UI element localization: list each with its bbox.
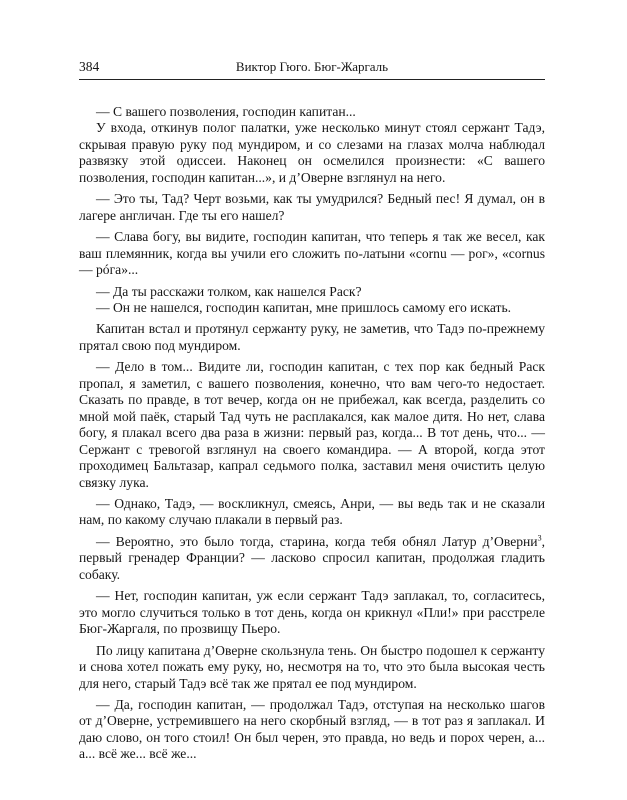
paragraph: — Дело в том... Видите ли, господин капитан, с тех пор как бедный Раск пропал, я заметил, с вашего позволения, конечно, что вам чего-то недостает. Сказать по правде, в тот вечер, когда он не прибежал, как всегда, разделить со мной мой паёк, старый Тад чуть не расплакался, как малое дитя. Но нет, слава богу, я плакал всего два раза в жизни: первый раз, когда... В тот день, что... — Сержант с тревогой взглянул на своего командира. — А второй, когда этот проходимец Бальтазар, капрал седьмого полка, заставил меня очистить целую связку лука. xyxy=(79,359,545,490)
paragraph: По лицу капитана д’Оверне скользнула тень. Он быстро подошел к сержанту и снова хотел пожать ему руку, но, несмотря на то, что это была высокая честь для него, старый Тадэ всё так же прятал ее под мундиром. xyxy=(79,642,545,691)
body-text xyxy=(79,104,545,763)
footnote-marker: 3 xyxy=(537,533,542,543)
paragraph: — С вашего позволения, господин капитан... xyxy=(96,104,356,119)
paragraph xyxy=(79,534,545,583)
paragraph: — Да, господин капитан, — продолжал Тадэ, отступая на несколько шагов от д’Оверне, устремившего на него скорбный взгляд, — в тот раз я заплакал. И даю слово, он того стоил! Он был черен, это правда, но ведь и порох черен, а... а... всё же... всё же... xyxy=(79,696,545,762)
running-head: Виктор Гюго. Бюг-Жаргаль xyxy=(235,59,389,74)
paragraph: У входа, откинув полог палатки, уже несколько минут стоял сержант Тадэ, скрывая правую руку под мундиром, и со слезами на глазах молча наблюдал развязку этой одиссеи. Наконец он осмелился произнести: «С вашего позволения, господин капитан...», и д’Оверне взглянул на него. xyxy=(79,120,545,185)
paragraph: — Однако, Тадэ, — воскликнул, смеясь, Анри, — вы ведь так и не сказали нам, по какому случаю плакали в первый раз. xyxy=(79,495,545,528)
paragraph: — Это ты, Тад? Черт возьми, как ты умудрился? Бедный пес! Я думал, он в лагере англичан. Где ты его нашел? xyxy=(79,191,545,223)
paragraph: Капитан встал и протянул сержанту руку, не заметив, что Тадэ по-прежнему прятал свою под мундиром. xyxy=(79,321,545,353)
page-header xyxy=(79,59,545,80)
paragraph: — Он не нашелся, господин капитан, мне пришлось самому его искать. xyxy=(96,299,512,315)
paragraph: — Да ты расскажи толком, как нашелся Раск? xyxy=(96,283,362,299)
paragraph: — Слава богу, вы видите, господин капитан, что теперь я так же весел, как ваш племянник, когда вы учили его сложить по-латыни «cornu — рог», «cornus — póга»... xyxy=(79,229,545,278)
page-number: 384 xyxy=(79,59,100,74)
paragraph-text-tail: , первый гренадер Франции? — ласково спросил капитан, продолжая гладить собаку. xyxy=(79,533,545,582)
paragraph: — Нет, господин капитан, уж если сержант Тадэ заплакал, то, согласитесь, это могло случиться только в тот день, когда он крикнул «Пли!» при расстреле Бюг-Жаргаля, по прозвищу Пьеро. xyxy=(79,588,545,637)
paragraph-text: — Вероятно, это было тогда, старина, когда тебя обнял Латур д’Оверни xyxy=(96,533,538,549)
